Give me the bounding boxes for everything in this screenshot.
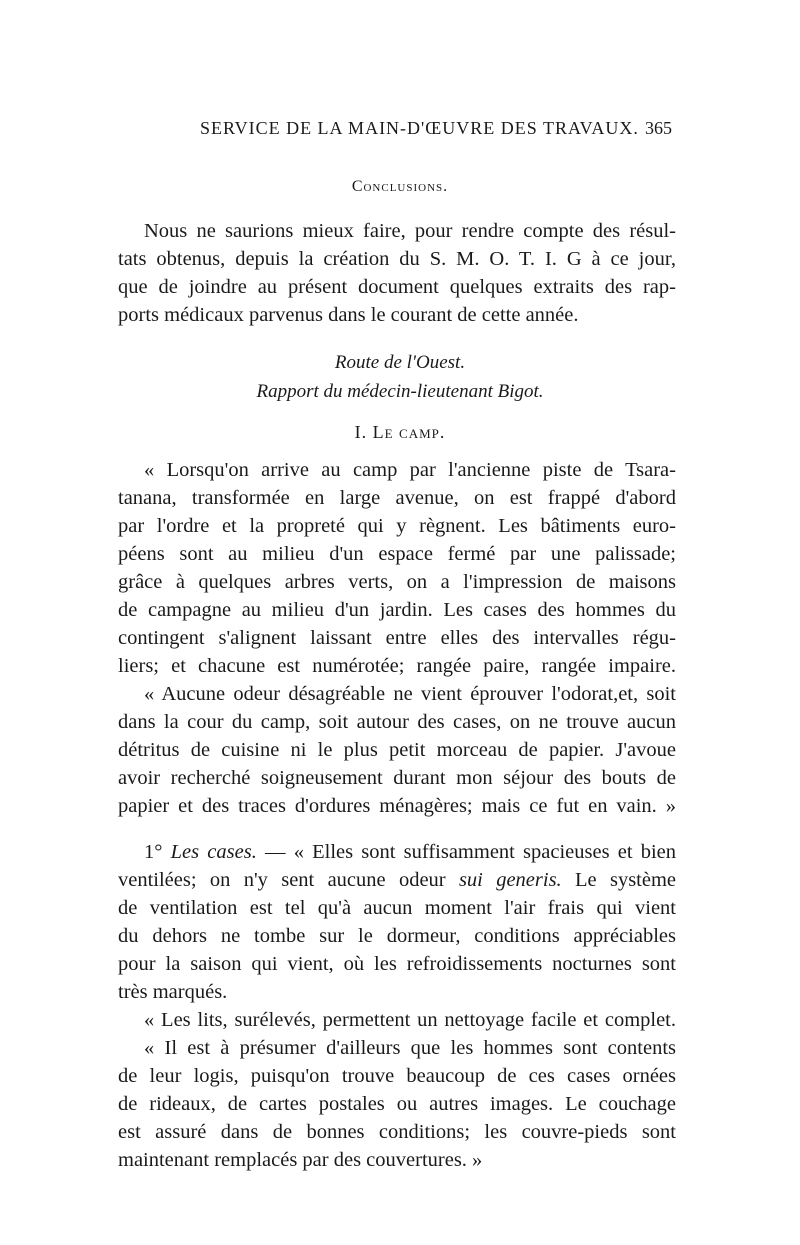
camp-line: tanana, transformée en large avenue, on est frappé d'abord	[118, 487, 676, 509]
camp-line: avoir recherché soigneusement durant mon séjour des bouts de	[118, 767, 676, 789]
final-line: « Il est à présumer d'ailleurs que les hommes sont contents	[144, 1037, 676, 1059]
section-title: Conclusions.	[351, 178, 449, 195]
cases-line: du dehors ne tombe sur le dormeur, conditions appréciables	[118, 925, 676, 947]
running-title: SERVICE DE LA MAIN-D'ŒUVRE DES TRAVAUX.	[200, 118, 639, 138]
final-line: de rideaux, de cartes postales ou autres images. Le couchage	[118, 1093, 676, 1115]
camp-line: « Aucune odeur désagréable ne vient éprouver l'odorat,et, soit	[144, 683, 676, 705]
camp-line: dans la cour du camp, soit autour des cases, on ne trouve aucun	[118, 711, 676, 733]
intro-line: que de joindre au présent document quelques extraits des rap-	[118, 276, 676, 298]
camp-line: péens sont au milieu d'un espace fermé par une palissade;	[118, 543, 676, 565]
cases-number: 1°	[144, 841, 163, 863]
cases-line2-end: Le système	[575, 869, 677, 891]
cases-line: très marqués.	[118, 981, 228, 1003]
camp-line: liers; et chacune est numérotée; rangée paire, rangée impaire.	[118, 655, 676, 677]
camp-line: détritus de cuisine ni le plus petit morceau de papier. J'avoue	[118, 739, 676, 761]
final-line: maintenant remplacés par des couvertures. »	[118, 1149, 483, 1171]
final-line: de leur logis, puisqu'on trouve beaucoup de ces cases ornées	[118, 1065, 676, 1087]
cases-line: pour la saison qui vient, où les refroidissements nocturnes sont	[118, 953, 676, 975]
report-subtitle: Rapport du médecin-lieutenant Bigot.	[256, 381, 544, 402]
intro-line: Nous ne saurions mieux faire, pour rendre compte des résul-	[144, 220, 676, 242]
cases-line2-start: ventilées; on n'y sent aucune odeur	[118, 869, 446, 891]
report-title: Route de l'Ouest.	[334, 352, 466, 373]
camp-line: contingent s'alignent laissant entre elles des intervalles régu-	[118, 627, 676, 649]
cases-line: de ventilation est tel qu'à aucun moment l'air frais qui vient	[118, 897, 676, 919]
beds-line: « Les lits, surélevés, permettent un nettoyage facile et complet.	[144, 1009, 676, 1031]
camp-line: papier et des traces d'ordures ménagères; mais ce fut en vain. »	[118, 795, 676, 817]
final-line: est assuré dans de bonnes conditions; les couvre-pieds sont	[118, 1121, 676, 1143]
intro-line: tats obtenus, depuis la création du S. M. O. T. I. G à ce jour,	[118, 248, 676, 270]
camp-line: de campagne au milieu d'un jardin. Les cases des hommes du	[118, 599, 676, 621]
camp-line: grâce à quelques arbres verts, on a l'impression de maisons	[118, 571, 676, 593]
camp-line: par l'ordre et la propreté qui y règnent. Les bâtiments euro-	[118, 515, 676, 537]
intro-line: ports médicaux parvenus dans le courant de cette année.	[118, 304, 579, 326]
cases-label: Les cases.	[170, 841, 257, 863]
cases-line2-italic: sui generis.	[458, 869, 562, 891]
page-number: 365	[645, 118, 672, 138]
cases-first-line	[144, 838, 676, 866]
camp-line: « Lorsqu'on arrive au camp par l'ancienne piste de Tsara-	[144, 459, 676, 481]
cases-second-line	[118, 866, 676, 894]
chapter-title: I. Le camp.	[354, 422, 446, 442]
cases-line1-rest: — « Elles sont suffisamment spacieuses et bien	[265, 841, 677, 863]
